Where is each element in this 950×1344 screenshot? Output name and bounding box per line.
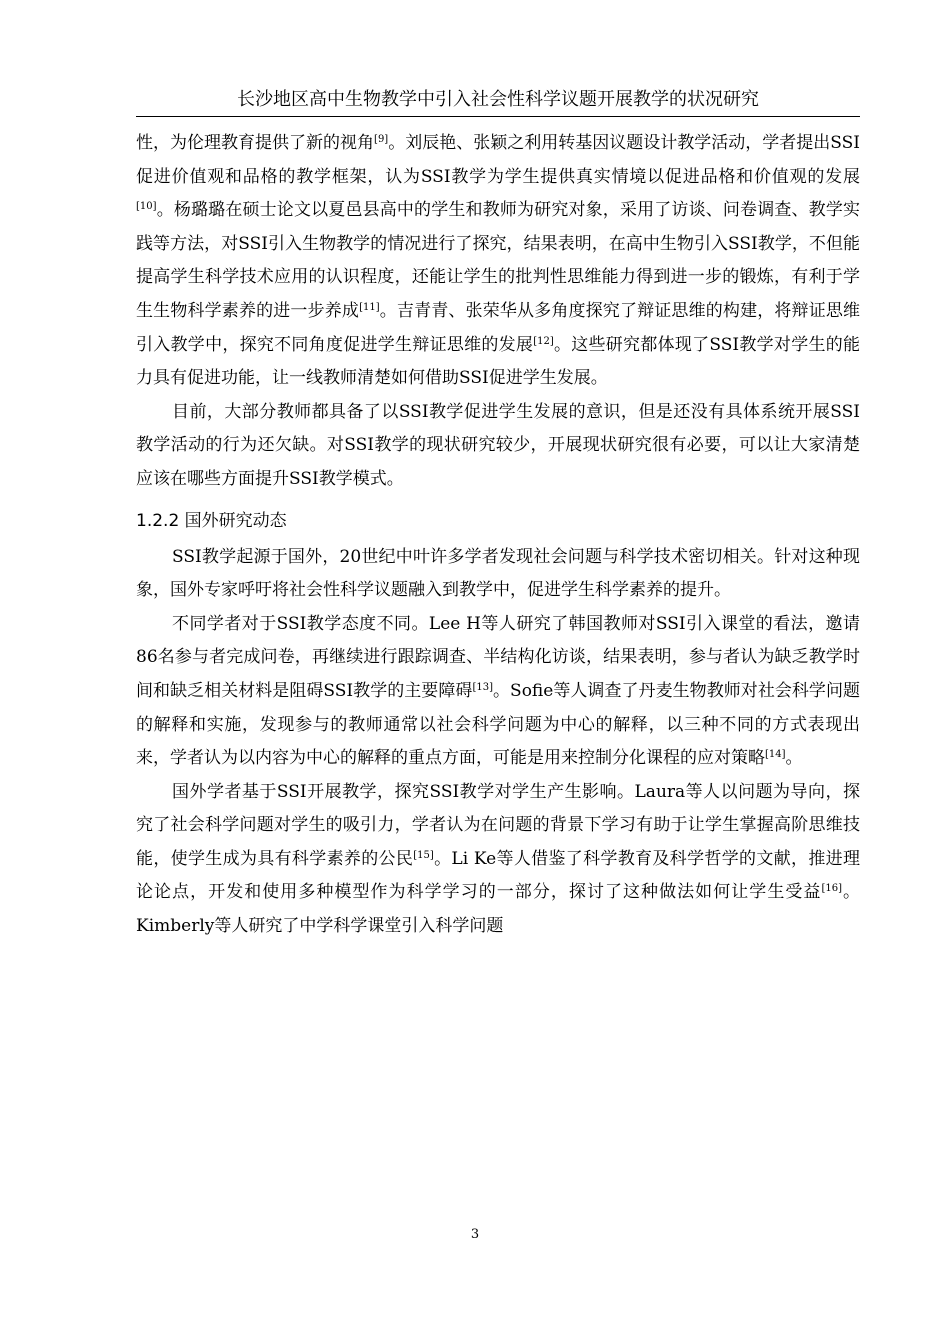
paragraph-text: 。Kimberly等人研究了中学科学课堂引入科学问题 <box>136 882 861 937</box>
paragraph-text: 。Sofie等人调查了丹麦生物教师对社会科学问题的解释和实施，发现参与的教师通常以社会科学问题为中心的解释，以三种不同的方式表现出来，学者认为以内容为中心的解释的重点方面，可能是用来控制分化课程的应对策略 <box>136 680 861 769</box>
paragraph-text: 国外学者基于SSI开展教学，探究SSI教学对学生产生影响。Laura等人以问题为导向，探究了社会科学问题对学生的吸引力，学者认为在问题的背景下学习有助于让学生掌握高阶思维技能，使学生成为具有科学素养的公民 <box>136 781 860 869</box>
paragraph-text: 。刘辰艳、张颖之利用转基因议题设计教学活动，学者提出SSI促进价值观和品格的教学框架，认为SSI教学为学生提供真实情境以促进品格和价值观的发展 <box>136 133 860 187</box>
paragraph-text: 。吉青青、张荣华从多角度探究了辩证思维的构建，将辩证思维引入教学中，探究不同角度促进学生辩证思维的发展 <box>136 300 861 355</box>
citation-ref: [15] <box>413 849 434 861</box>
paragraph-domestic-studies <box>136 127 860 396</box>
citation-ref: [14] <box>765 749 786 761</box>
paragraph-ssi-origin <box>136 541 860 608</box>
page-body <box>136 127 860 944</box>
paragraph-text: 不同学者对于SSI教学态度不同。Lee H等人研究了韩国教师对SSI引入课堂的看法，邀请86名参与者完成问卷，再继续进行跟踪调查、半结构化访谈，结果表明，参与者认为缺乏教学时间和缺乏相关材料是阻碍SSI教学的主要障碍 <box>136 613 860 701</box>
page-number: 3 <box>470 1227 480 1242</box>
paragraph-text: 目前，大部分教师都具备了以SSI教学促进学生发展的意识，但是还没有具体系统开展SSI教学活动的行为还欠缺。对SSI教学的现状研究较少，开展现状研究很有必要，可以让大家清楚应该在哪些方面提升SSI教学模式。 <box>136 401 860 489</box>
section-heading: 1.2.2 国外研究动态 <box>136 510 287 531</box>
paragraph-text: 。 <box>785 748 803 769</box>
paragraph-text: SSI教学起源于国外，20世纪中叶许多学者发现社会问题与科学技术密切相关。针对这种现象，国外专家呼吁将社会性科学议题融入到教学中，促进学生科学素养的提升。 <box>136 546 860 601</box>
citation-ref: [10] <box>136 201 157 213</box>
paragraph-teacher-attitudes <box>136 608 860 776</box>
paragraph-text: 性，为伦理教育提供了新的视角 <box>136 133 375 153</box>
paragraph-current-status <box>136 396 860 497</box>
paragraph-text: 。杨璐璐在硕士论文以夏邑县高中的学生和教师为研究对象，采用了访谈、问卷调查、教学实践等方法，对SSI引入生物教学的情况进行了探究，结果表明，在高中生物引入SSI教学，不但能提高学生科学技术应用的认识程度，还能让学生的批判性思维能力得到进一步的锻炼，有利于学生生物科学素养的进一步养成 <box>136 200 860 321</box>
citation-ref: [11] <box>359 301 380 313</box>
citation-ref: [12] <box>533 335 554 347</box>
paragraph-student-impact <box>136 776 860 944</box>
paragraph-text: 。这些研究都体现了SSI教学对学生的能力具有促进功能，让一线教师清楚如何借助SSI促进学生发展。 <box>136 334 860 389</box>
paragraph-text: 。Li Ke等人借鉴了科学教育及科学哲学的文献，推进理论论点，开发和使用多种模型作为科学学习的一部分，探讨了这种做法如何让学生受益 <box>136 848 861 903</box>
citation-ref: [13] <box>472 681 493 693</box>
citation-ref: [9] <box>374 134 389 145</box>
running-header: 长沙地区高中生物教学中引入社会性科学议题开展教学的状况研究 <box>237 89 759 110</box>
citation-ref: [16] <box>821 883 842 895</box>
header-rule <box>136 116 860 117</box>
